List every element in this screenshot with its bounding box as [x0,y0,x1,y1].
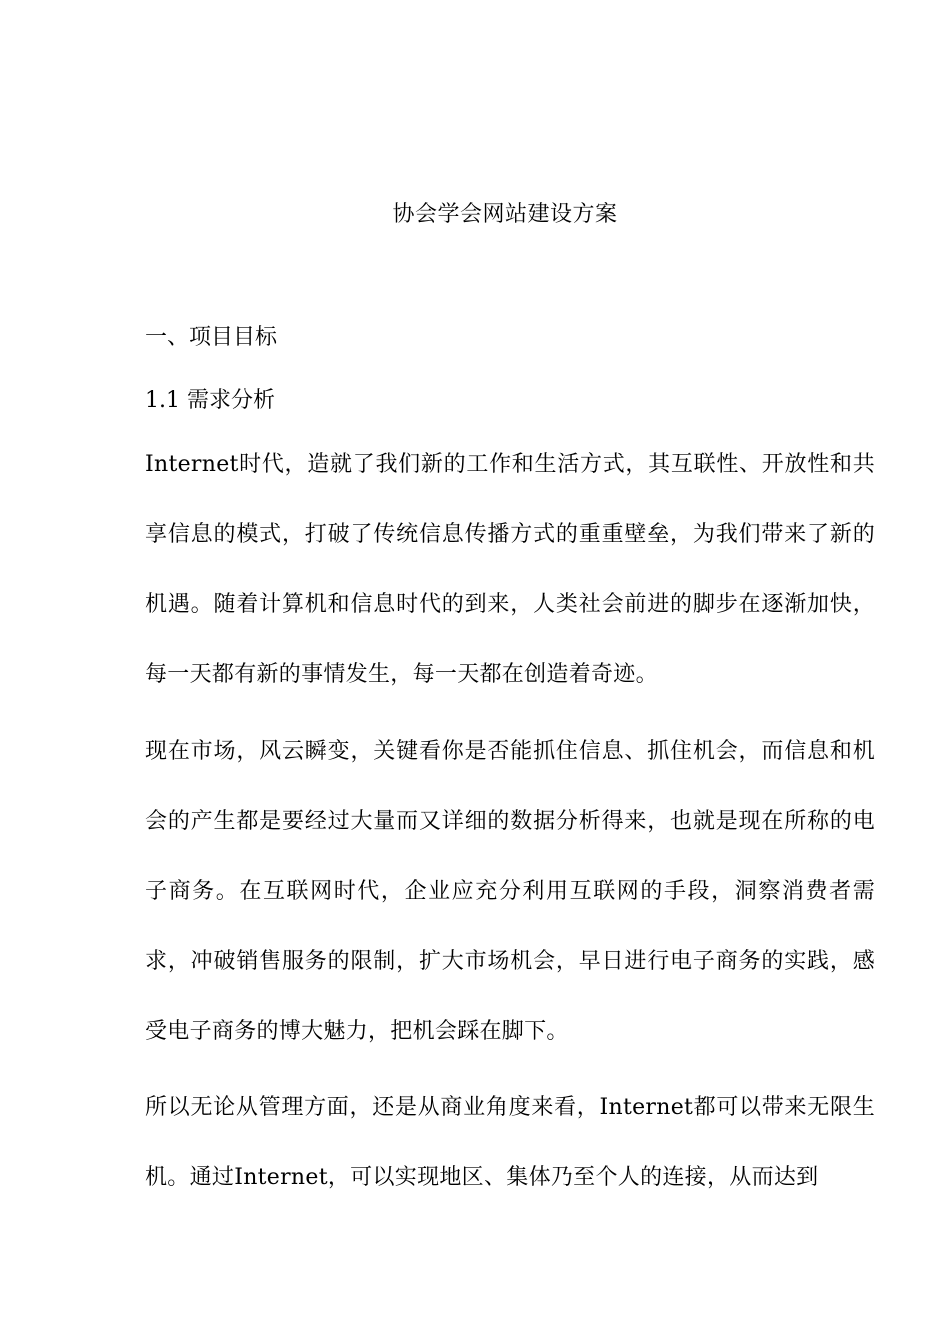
subsection-heading: 1.1 需求分析 [145,388,275,413]
paragraph-2: 现在市场，风云瞬变，关键看你是否能抓住信息、抓住机会，而信息和机会的产生都是要经过大量而又详细的数据分析得来，也就是现在所称的电子商务。在互联网时代，企业应充分利用互联网的手段，洞察消费者需求，冲破销售服务的限制，扩大市场机会，早日进行电子商务的实践，感受电子商务的博大魅力，把机会踩在脚下。 [145,739,875,1044]
paragraph-3: 所以无论从管理方面，还是从商业角度来看，Internet都可以带来无限生机。通过Internet，可以实现地区、集体乃至个人的连接，从而达到 [145,1095,875,1190]
document-title: 协会学会网站建设方案 [392,202,618,227]
section-heading: 一、项目目标 [145,325,278,350]
paragraph-1: Internet时代，造就了我们新的工作和生活方式，其互联性、开放性和共享信息的模式，打破了传统信息传播方式的重重壁垒，为我们带来了新的机遇。随着计算机和信息时代的到来，人类社会前进的脚步在逐渐加快，每一天都有新的事情发生，每一天都在创造着奇迹。 [145,452,875,687]
